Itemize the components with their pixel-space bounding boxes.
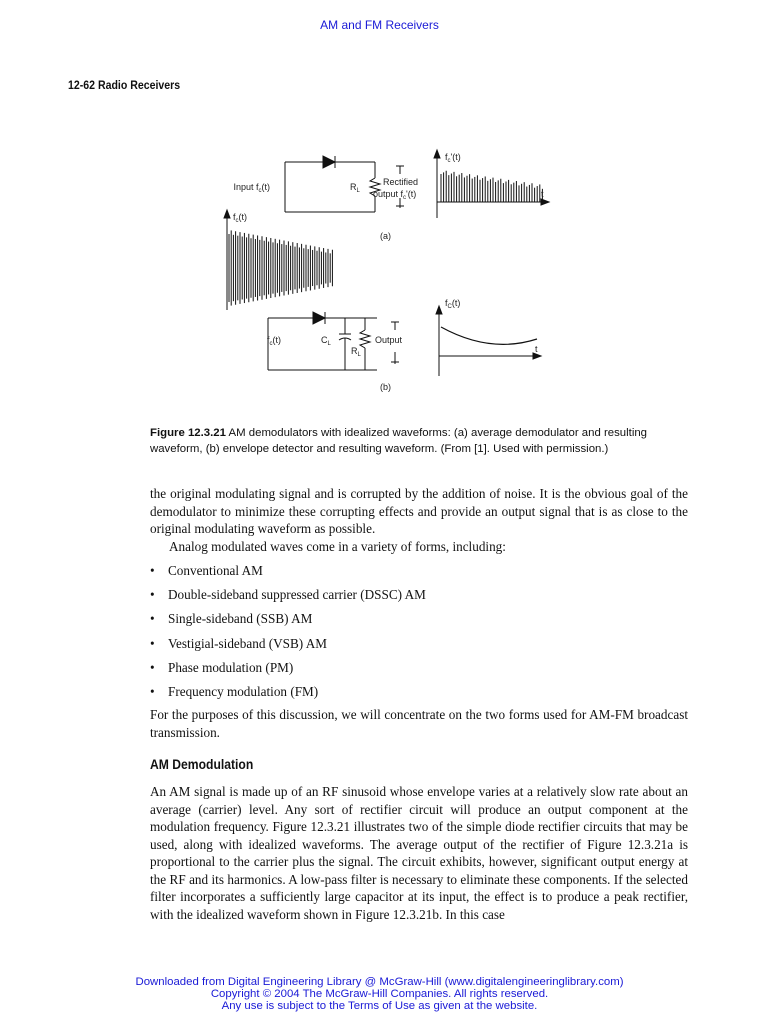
paragraph-2: Analog modulated waves come in a variety of forms, including: <box>169 539 506 554</box>
running-head: 12-62 Radio Receivers <box>68 78 181 92</box>
am-demodulator-diagram <box>215 140 555 400</box>
label-part-b: (b) <box>380 382 391 392</box>
paragraph-4: An AM signal is made up of an RF sinusoid whose envelope varies at a relatively slow rate about an average (carrier) level. Any sort of rectifier circuit will produce an output component at the modulation frequency. Figure 12.3.21 illustrates two of the simple diode rectifier circuits that may be used, along with idealized waveforms. The average output of the rectifier of Figure 12.3.21a is proportional to the carrier plus the signal. The circuit exhibits, however, significant output energy at the RF and its harmonics. A low-pass filter is necessary to eliminate these components. If the selected filter incorporates a sufficiently large capacitor at its input, the effect is to produce a peak rectifier, with the idealized waveform shown in Figure 12.3.21b. In this case <box>150 784 688 922</box>
list-item: • Vestigial-sideband (VSB) AM <box>150 635 688 659</box>
caption-text: AM demodulators with idealized waveforms: (a) average demodulator and resulting waveform, (b) envelope detector and resulting waveform. (From [1]. Used with permission.) <box>150 427 648 455</box>
label-t-axis-a: t <box>541 189 544 199</box>
label-rl-a: $R_L$ <box>350 182 360 194</box>
figure-12-3-21 <box>215 140 555 400</box>
footer-terms[interactable]: Any use is subject to the Terms of Use as given at the website. <box>221 1000 538 1012</box>
footer <box>0 976 759 1012</box>
label-input: Input $f_c(t)$ <box>233 182 270 194</box>
paragraph-1: the original modulating signal and is corrupted by the addition of noise. It is the obvious goal of the demodulator to minimize these corrupting effects and provide an output signal that is as close to the original modulating waveform as possible. <box>150 486 688 536</box>
footer-download-link[interactable]: Downloaded from Digital Engineering Library @ McGraw-Hill (www.digitalengineeringlibrary.com) <box>135 976 624 988</box>
footer-copyright[interactable]: Copyright © 2004 The McGraw-Hill Companies. All rights reserved. <box>210 988 549 1000</box>
label-rl-b: $R_L$ <box>351 346 361 358</box>
list-item: • Phase modulation (PM) <box>150 659 688 683</box>
label-cl: $C_L$ <box>321 335 331 347</box>
rectified-waveform <box>441 171 542 202</box>
list-item: • Single-sideband (SSB) AM <box>150 610 688 634</box>
label-part-a: (a) <box>380 231 391 241</box>
label-rectified: Rectified <box>383 177 419 187</box>
label-output-fc-a: output $f_c'(t)$ <box>373 189 417 201</box>
figure-caption <box>150 425 690 457</box>
label-fc-t-left: $f_c(t)$ <box>233 212 248 224</box>
header-link-title[interactable]: AM and FM Receivers <box>320 18 439 32</box>
label-t-axis-b: t <box>535 344 538 354</box>
list-item: • Double-sideband suppressed carrier (DSSC) AM <box>150 586 688 610</box>
label-fc-prime-b: $f_C(t)$ <box>445 298 461 310</box>
section-heading: AM Demodulation <box>150 757 254 772</box>
label-fc-prime-a: $f_c'(t)$ <box>445 152 461 164</box>
list-item: • Conventional AM <box>150 562 688 586</box>
am-input-waveform <box>229 230 332 305</box>
caption-label: Figure 12.3.21 <box>150 427 226 439</box>
label-fc-t-b: $f_c(t)$ <box>267 335 282 347</box>
modulation-forms-list <box>150 562 688 707</box>
paragraph-3: For the purposes of this discussion, we will concentrate on the two forms used for AM-FM broadcast transmission. <box>150 707 688 740</box>
list-item: • Frequency modulation (FM) <box>150 683 688 707</box>
label-output-b: Output <box>375 335 403 345</box>
